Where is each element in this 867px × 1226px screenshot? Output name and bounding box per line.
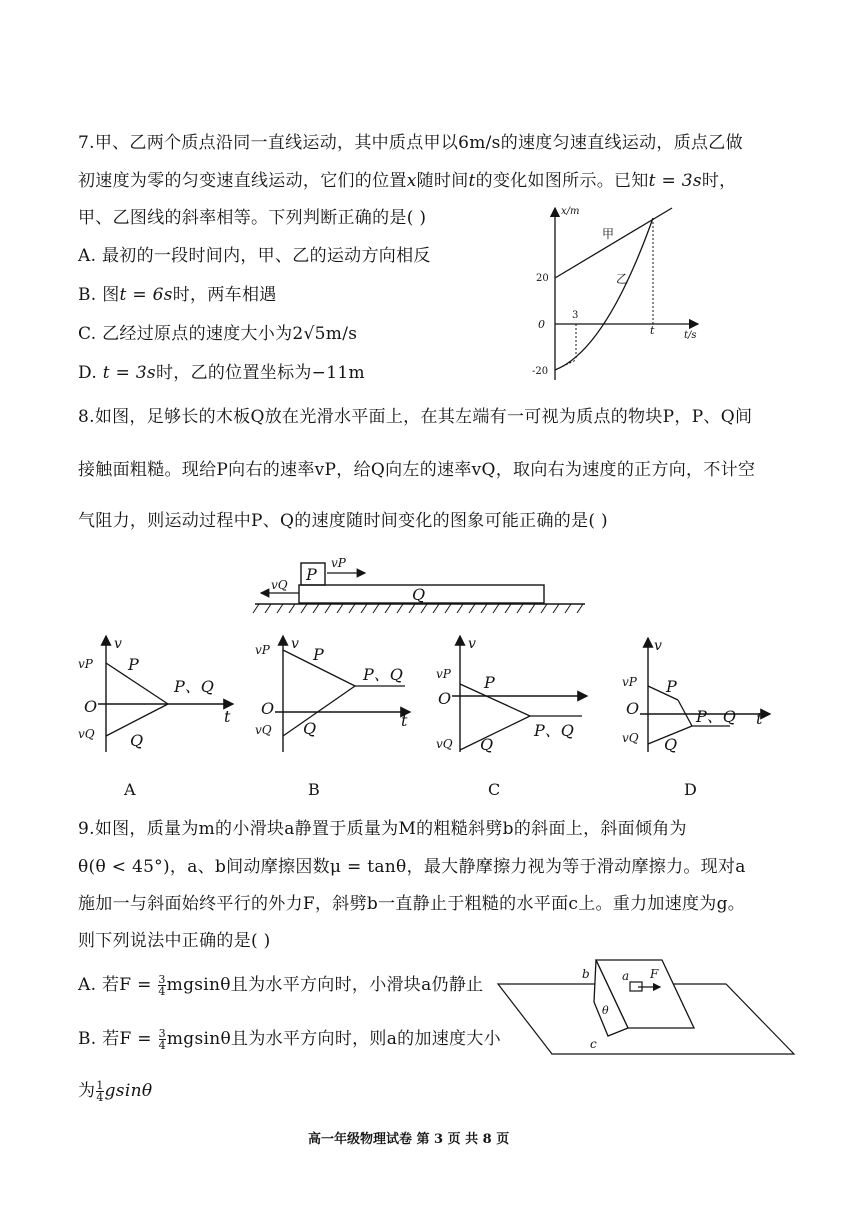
q9-option-b-cont: 为 $\frac{1}{4}$ gsinθ [78, 1079, 153, 1104]
page-footer: 高一年级物理试卷 第 3 页 共 8 页 [308, 1132, 510, 1147]
q8-label-b: B [308, 780, 320, 799]
q7-option-b: B. 图t = 6s时，两车相遇 [78, 285, 277, 305]
q7-position-time-graph [520, 200, 710, 390]
gb-p: P [313, 645, 324, 664]
q7-label-jia: 甲 [602, 227, 615, 241]
q8-line2: 接触面粗糙。现给P向右的速率vP，给Q向左的速率vQ，取向右为速度的正方向，不计空 [78, 460, 756, 480]
gd-vp: vP [622, 675, 637, 689]
q9-incline-diagram [498, 958, 798, 1058]
ga-vp: vP [78, 657, 93, 671]
ga-pq: P、Q [174, 677, 214, 696]
force-f-label: F [650, 967, 659, 981]
plane-c-label: c [590, 1037, 597, 1051]
q7-tick-3: 3 [572, 310, 579, 321]
ga-t: t [224, 707, 231, 726]
gb-vq: vQ [255, 723, 272, 737]
q8-label-d: D [684, 780, 697, 799]
gc-o: O [438, 689, 452, 708]
gc-p: P [484, 673, 495, 692]
gd-o: O [626, 699, 640, 718]
q7-line1: 7.甲、乙两个质点沿同一直线运动，其中质点甲以6m/s的速度匀速直线运动，质点乙做 [78, 133, 743, 153]
q7-line-jia [555, 208, 672, 278]
gd-vq: vQ [622, 731, 639, 745]
q8-graph-b [255, 628, 425, 758]
gd-t: t [756, 709, 763, 728]
q7-line3: 甲、乙图线的斜率相等。下列判断正确的是( ) [78, 208, 427, 228]
q7-origin: 0 [538, 318, 545, 331]
gc-pq: P、Q [534, 721, 574, 740]
q7-y-label: x/m [561, 206, 580, 217]
q9-line4: 则下列说法中正确的是( ) [78, 931, 271, 951]
q7-x-label: t/s [684, 330, 697, 341]
ga-p: P [128, 655, 139, 674]
gd-p: P [666, 677, 677, 696]
q8-label-c: C [488, 780, 501, 799]
q7-tick-t: t [650, 324, 655, 337]
gb-o: O [261, 699, 275, 718]
ga-q: Q [130, 731, 144, 750]
q9-option-a: A. 若F = $\frac{3}{4}$ mgsinθ且为水平方向时，小滑块a仍静止 [78, 973, 484, 998]
board-vq-label: vQ [271, 578, 288, 592]
q9-line3: 施加一与斜面始终平行的外力F，斜劈b一直静止于粗糙的水平面c上。重力加速度为g。 [78, 894, 746, 914]
q9-line2: θ(θ < 45°)，a、b间动摩擦因数μ = tanθ，最大静摩擦力视为等于滑动摩擦力。现对a [78, 857, 746, 877]
gc-vq: vQ [436, 737, 453, 751]
q9-line1: 9.如图，质量为m的小滑块a静置于质量为M的粗糙斜劈b的斜面上，斜面倾角为 [78, 819, 687, 839]
block-vp-label: vP [331, 556, 346, 570]
gc-vp: vP [436, 667, 451, 681]
q8-graph-c [432, 628, 602, 758]
q8-graph-d [620, 628, 790, 758]
q7-tick-20: 20 [536, 273, 549, 284]
gc-v: v [468, 636, 476, 652]
q8-line1: 8.如图，足够长的木板Q放在光滑水平面上，在其左端有一可视为质点的物块P，P、Q间 [78, 407, 753, 427]
q8-line3: 气阻力，则运动过程中P、Q的速度随时间变化的图象可能正确的是( ) [78, 511, 608, 531]
q9-option-b: B. 若F = $\frac{3}{4}$ mgsinθ且为水平方向时，则a的加速度大小 [78, 1027, 501, 1052]
gb-q: Q [303, 719, 317, 738]
q7-option-d: D. t = 3s时，乙的位置坐标为−11m [78, 363, 365, 383]
q7-label-yi: 乙 [616, 272, 629, 286]
theta-label: θ [602, 1004, 609, 1017]
block-p-label: P [306, 565, 317, 584]
gd-q: Q [664, 735, 678, 754]
gb-vp: vP [255, 643, 270, 657]
gb-t: t [401, 711, 408, 730]
gd-pq: P、Q [696, 707, 736, 726]
q7-option-a: A. 最初的一段时间内，甲、乙的运动方向相反 [78, 246, 431, 266]
gd-v: v [654, 638, 662, 654]
board-q-label: Q [412, 585, 426, 604]
ga-v: v [114, 636, 122, 652]
q8-label-a: A [124, 780, 136, 799]
block-a-label: a [622, 969, 630, 983]
ga-vq: vQ [78, 727, 95, 741]
gc-q: Q [480, 735, 494, 754]
ga-o: O [84, 697, 98, 716]
wedge-b-label: b [582, 967, 590, 981]
gb-v: v [291, 636, 299, 652]
q7-option-c: C. 乙经过原点的速度大小为2√5m/s [78, 324, 358, 344]
q8-graph-a [78, 628, 248, 758]
q8-block-diagram [255, 555, 595, 620]
gb-pq: P、Q [363, 665, 403, 684]
q7-tick-neg20: -20 [532, 366, 549, 377]
q7-line2: 初速度为零的匀变速直线运动，它们的位置x随时间t的变化如图所示。已知t = 3s时， [78, 171, 737, 191]
